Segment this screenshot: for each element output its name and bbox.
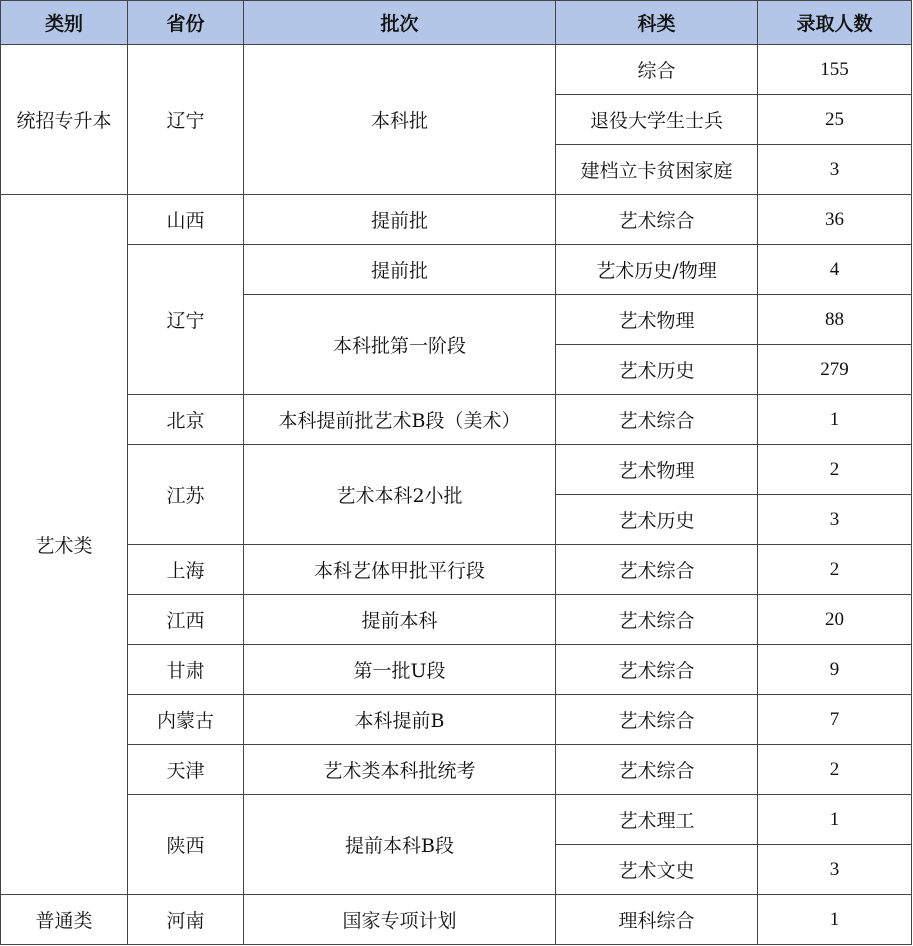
count-cell: 88: [758, 295, 912, 345]
subject-cell: 建档立卡贫困家庭: [556, 145, 758, 195]
count-cell: 2: [758, 445, 912, 495]
batch-cell: 本科批: [244, 45, 556, 195]
province-cell: 内蒙古: [128, 695, 244, 745]
subject-cell: 艺术综合: [556, 745, 758, 795]
header-category: 类别: [1, 1, 128, 45]
batch-cell: 提前本科B段: [244, 795, 556, 895]
count-cell: 36: [758, 195, 912, 245]
table-row: [1, 545, 912, 595]
batch-cell: 国家专项计划: [244, 895, 556, 945]
province-cell: 天津: [128, 745, 244, 795]
count-cell: 3: [758, 495, 912, 545]
table-row: [1, 445, 912, 495]
batch-cell: 第一批U段: [244, 645, 556, 695]
province-cell: 北京: [128, 395, 244, 445]
table-row: [1, 895, 912, 945]
count-cell: 279: [758, 345, 912, 395]
subject-cell: 艺术理工: [556, 795, 758, 845]
province-cell: 上海: [128, 545, 244, 595]
header-province: 省份: [128, 1, 244, 45]
subject-cell: 艺术物理: [556, 445, 758, 495]
table-row: [1, 645, 912, 695]
batch-cell: 本科批第一阶段: [244, 295, 556, 395]
subject-cell: 艺术物理: [556, 295, 758, 345]
category-cell: 艺术类: [1, 195, 128, 895]
province-cell: 辽宁: [128, 45, 244, 195]
subject-cell: 艺术历史: [556, 345, 758, 395]
table-row: [1, 595, 912, 645]
subject-cell: 艺术历史/物理: [556, 245, 758, 295]
province-cell: 甘肃: [128, 645, 244, 695]
batch-cell: 本科艺体甲批平行段: [244, 545, 556, 595]
count-cell: 1: [758, 395, 912, 445]
batch-cell: 提前本科: [244, 595, 556, 645]
subject-cell: 艺术综合: [556, 695, 758, 745]
header-batch: 批次: [244, 1, 556, 45]
table-row: [1, 795, 912, 845]
table-row: [1, 745, 912, 795]
subject-cell: 艺术综合: [556, 595, 758, 645]
subject-cell: 艺术综合: [556, 645, 758, 695]
count-cell: 4: [758, 245, 912, 295]
count-cell: 9: [758, 645, 912, 695]
province-cell: 辽宁: [128, 245, 244, 395]
batch-cell: 艺术类本科批统考: [244, 745, 556, 795]
province-cell: 山西: [128, 195, 244, 245]
table-row: [1, 195, 912, 245]
subject-cell: 艺术综合: [556, 395, 758, 445]
count-cell: 25: [758, 95, 912, 145]
subject-cell: 理科综合: [556, 895, 758, 945]
table-row: [1, 395, 912, 445]
category-cell: 普通类: [1, 895, 128, 945]
subject-cell: 综合: [556, 45, 758, 95]
subject-cell: 艺术文史: [556, 845, 758, 895]
province-cell: 河南: [128, 895, 244, 945]
count-cell: 2: [758, 745, 912, 795]
province-cell: 江西: [128, 595, 244, 645]
table-row: [1, 45, 912, 95]
table-row: [1, 245, 912, 295]
table-row: [1, 695, 912, 745]
header-count: 录取人数: [758, 1, 912, 45]
province-cell: 陕西: [128, 795, 244, 895]
batch-cell: 艺术本科2小批: [244, 445, 556, 545]
header-row: [1, 1, 912, 45]
category-cell: 统招专升本: [1, 45, 128, 195]
header-subject: 科类: [556, 1, 758, 45]
count-cell: 3: [758, 845, 912, 895]
batch-cell: 提前批: [244, 195, 556, 245]
count-cell: 3: [758, 145, 912, 195]
subject-cell: 艺术综合: [556, 545, 758, 595]
count-cell: 2: [758, 545, 912, 595]
count-cell: 155: [758, 45, 912, 95]
batch-cell: 本科提前批艺术B段（美术）: [244, 395, 556, 445]
count-cell: 20: [758, 595, 912, 645]
count-cell: 1: [758, 895, 912, 945]
batch-cell: 本科提前B: [244, 695, 556, 745]
subject-cell: 退役大学生士兵: [556, 95, 758, 145]
subject-cell: 艺术综合: [556, 195, 758, 245]
batch-cell: 提前批: [244, 245, 556, 295]
province-cell: 江苏: [128, 445, 244, 545]
count-cell: 7: [758, 695, 912, 745]
count-cell: 1: [758, 795, 912, 845]
subject-cell: 艺术历史: [556, 495, 758, 545]
